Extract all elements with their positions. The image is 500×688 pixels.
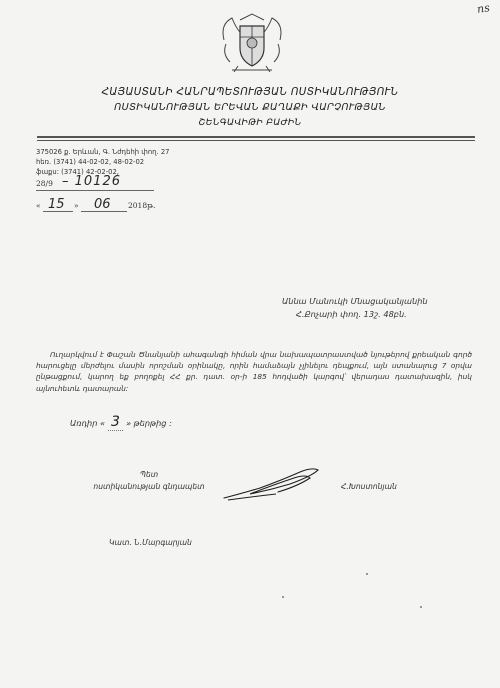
scan-speck <box>282 596 284 598</box>
scan-speck <box>366 573 368 575</box>
attachment-prefix: Առդիր « <box>70 418 106 428</box>
header-line-3: ՇԵՆԳԱՎԻԹԻ ԲԱԺԻՆ <box>198 117 302 128</box>
header-line-1: ՀԱՅԱՍՏԱՆԻ ՀԱՆՐԱՊԵՏՈՒԹՅԱՆ ՈՍՏԻԿԱՆՈՒԹՅՈՒՆ <box>101 86 399 98</box>
corner-handwritten-mark: ns <box>476 1 491 16</box>
date-year: 2018թ. <box>128 201 156 210</box>
fax-line: ֆաքս: (3741) 42-02-02, <box>36 168 119 176</box>
header-divider-thick <box>37 136 475 138</box>
date-day: 15 <box>48 197 65 212</box>
coat-of-arms-icon <box>218 10 286 76</box>
executor-name: Կատ. Ն.Մարգարյան <box>109 538 192 547</box>
signer-title-line-1: Պետ <box>139 470 159 479</box>
reference-number-handwritten: – 10126 <box>62 174 121 189</box>
attachment-line <box>70 414 172 430</box>
scan-speck <box>420 606 422 608</box>
handwritten-signature <box>220 464 324 504</box>
date-open-quote: « <box>36 201 41 210</box>
signer-title-line-2: ոստիկանության գնդապետ <box>93 482 205 491</box>
attachment-count: 3 <box>108 414 123 431</box>
signer-name: Հ.Խոստոնյան <box>341 482 397 491</box>
header-divider-thin <box>37 140 475 141</box>
reference-number-printed: 28/9 <box>36 179 53 188</box>
recipient-address: Հ.Քոչարի փող. 13շ. 48բն. <box>296 309 407 319</box>
address-line: 375026 ք. Երևան, Գ. Նժդեհի փող. 27 <box>36 148 170 156</box>
letter-body: Ուղարկվում է Փաշան Ծնանյանի ահագանգի հիման վրա նախապատրաստված նյութերով քրեական գործ հարուցելը մերժելու մասին որոշման օրինակը, որին համաձայն չլինելու դեպքում, այն ստանալուց 7 օրվա ընթացքում, կարող եք բողոքել ՀՀ քր. դատ. օր-ի 185 հոդվածի կարգով՝ վերադաս դատախազին, իսկ այնուհետև դատարան: <box>36 350 472 393</box>
attachment-suffix: » թերթից : <box>125 418 172 428</box>
date-close-quote: » <box>74 201 79 210</box>
reference-number-field <box>36 174 154 191</box>
recipient-name: Աննա Մանուկի Մնացականյանին <box>282 296 428 306</box>
date-field <box>36 198 166 212</box>
date-month: 06 <box>94 197 111 212</box>
phone-line: հեռ. (3741) 44-02-02, 48-02-02 <box>36 158 145 166</box>
header-line-2: ՈՍՏԻԿԱՆՈՒԹՅԱՆ ԵՐԵՎԱՆ ՔԱՂԱՔԻ ՎԱՐՉՈՒԹՅԱՆ <box>114 102 386 113</box>
